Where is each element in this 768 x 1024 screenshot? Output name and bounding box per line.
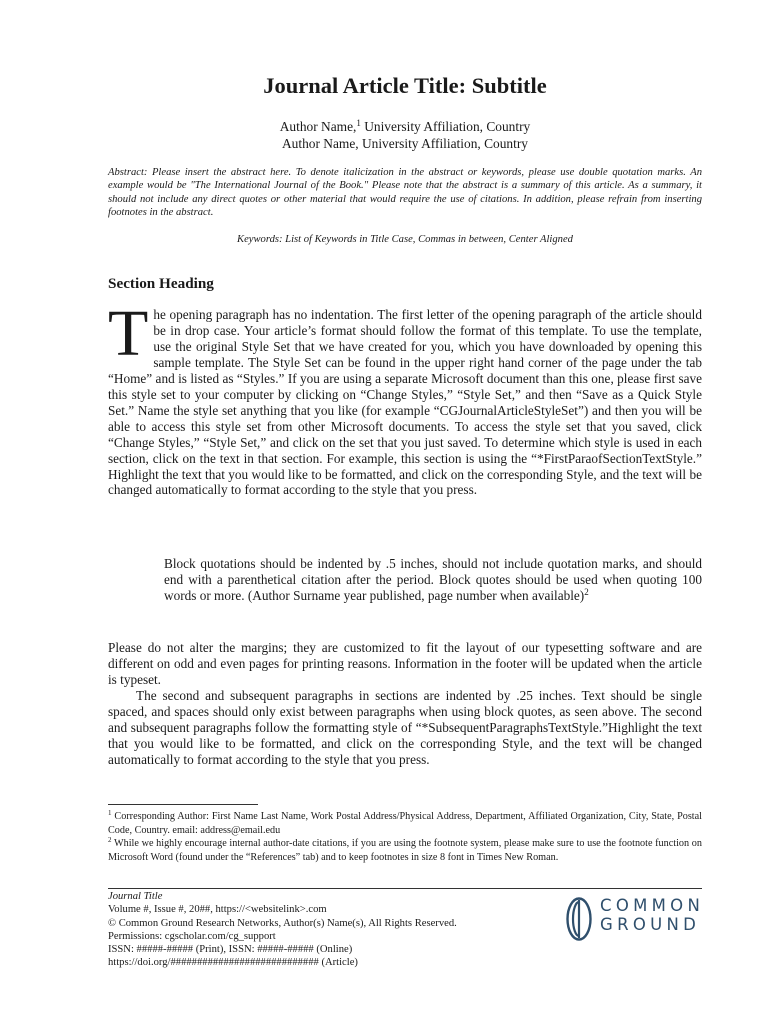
footer-doi: https://doi.org/############################ (Article) — [108, 957, 358, 969]
footnote-marker-1[interactable]: 1 — [356, 118, 361, 128]
page-footer — [108, 890, 528, 970]
logo-wordmark — [600, 896, 704, 934]
author-line-2: Author Name, University Affiliation, Country — [282, 136, 528, 151]
opening-paragraph-text: he opening paragraph has no indentation. The first letter of the opening paragraph of the article should be in drop case. Your article’s format should follow the format of this template. To use the template, use the original Style Set that we have created for you, which you have downloaded by opening this sample template. The Style Set can be found in the upper right hand corner of the page under the tab “Home” and is listed as “Styles.” If you are using a separate Microsoft document than this one, please first save this style set to your computer by clicking on “Change Styles,” “Style Set,” and then “Save as a Quick Style Set.” Name the style set anything that you like (for example “CGJournalArticleStyleSet”) and then you will be able to access this style set from other Microsoft documents. To access the style set that you saved, click “Change Styles,” “Style Set,” and click on the set that you just saved. To determine which style is used in each section, click on the text in that section. For example, this section is using the “*FirstParaofSectionTextStyle.” Highlight the text that you would like to be formatted, and click on the corresponding Style, and the text will be changed automatically to format according to the style that you press. — [108, 307, 702, 498]
author-block — [108, 118, 702, 152]
section-heading: Section Heading — [108, 275, 214, 292]
footnote-1 — [108, 810, 702, 837]
block-quotation-text: Block quotations should be indented by .5 inches, should not include quotation marks, and should end with a parenthetical citation after the period. Block quotes should be used when quoting 100 words or more. (Author Surname year published, page number when available) — [164, 556, 702, 603]
footer-volume: Volume #, Issue #, 20##, https://<websitelink>.com — [108, 904, 327, 916]
footnote-2 — [108, 837, 702, 864]
footer-journal-title: Journal Title — [108, 891, 163, 902]
author-line-1 — [108, 118, 702, 135]
article-title: Journal Article Title: Subtitle — [263, 73, 547, 98]
paragraph-subsequent: The second and subsequent paragraphs in sections are indented by .25 inches. Text should be single spaced, and spaces should only exist between paragraphs when using block quotes, as seen above. The second and subsequent paragraphs follow the formatting style of “*SubsequentParagraphsTextStyle.”Highlight the text that you would like to be formatted, and click on the corresponding Style, and the text will be changed automatically to format according to the style that you press. — [108, 688, 702, 767]
paragraph-margins: Please do not alter the margins; they are customized to fit the layout of our typesetting software and are different on odd and even pages for printing reasons. Information in the footer will be updated when the article is typeset. — [108, 640, 702, 687]
footnote-marker-2[interactable]: 2 — [584, 586, 589, 597]
footnote-1-text: Corresponding Author: First Name Last Name, Work Postal Address/Physical Address, Department, Affiliated Organization, City, State, Postal Code, Country. email: address@email.edu — [108, 811, 702, 836]
opening-paragraph — [108, 297, 702, 498]
logo-line-1: COMMON — [600, 896, 705, 915]
footer-permissions: Permissions: cgscholar.com/cg_support — [108, 930, 276, 942]
footnote-1-marker: 1 — [108, 809, 112, 817]
footer-issn: ISSN: #####-##### (Print), ISSN: #####-##### (Online) — [108, 944, 353, 956]
footnote-2-text: While we highly encourage internal author-date citations, if you are using the footnote system, please make sure to use the footnote function on Microsoft Word (found under the “References” tab) and to keep footnotes in size 8 font in Times New Roman. — [108, 838, 702, 863]
drop-cap: T — [108, 297, 149, 370]
footnote-separator — [108, 804, 258, 805]
footnotes — [108, 810, 702, 864]
common-ground-logo — [565, 896, 705, 942]
footer-copyright: © Common Ground Research Networks, Author(s) Name(s), All Rights Reserved. — [108, 917, 457, 929]
logo-mark-icon — [565, 896, 595, 942]
footnote-2-marker: 2 — [108, 836, 112, 844]
keywords: Keywords: List of Keywords in Title Case, Commas in between, Center Aligned — [237, 234, 573, 245]
author-1-affiliation: University Affiliation, Country — [360, 119, 531, 134]
author-1-name: Author Name, — [279, 119, 357, 134]
footer-rule — [108, 888, 702, 889]
logo-line-2: GROUND — [600, 915, 701, 934]
abstract: Abstract: Please insert the abstract here. To denote italicization in the abstract or keywords, please use double quotation marks. An example would be "The International Journal of the Book." Please note that the abstract is a summary of this article. As a summary, it should not include any direct quotes or other material that would require the use of citations. In addition, please refrain from inserting footnotes in the abstract. — [108, 167, 702, 219]
block-quotation — [164, 556, 702, 604]
